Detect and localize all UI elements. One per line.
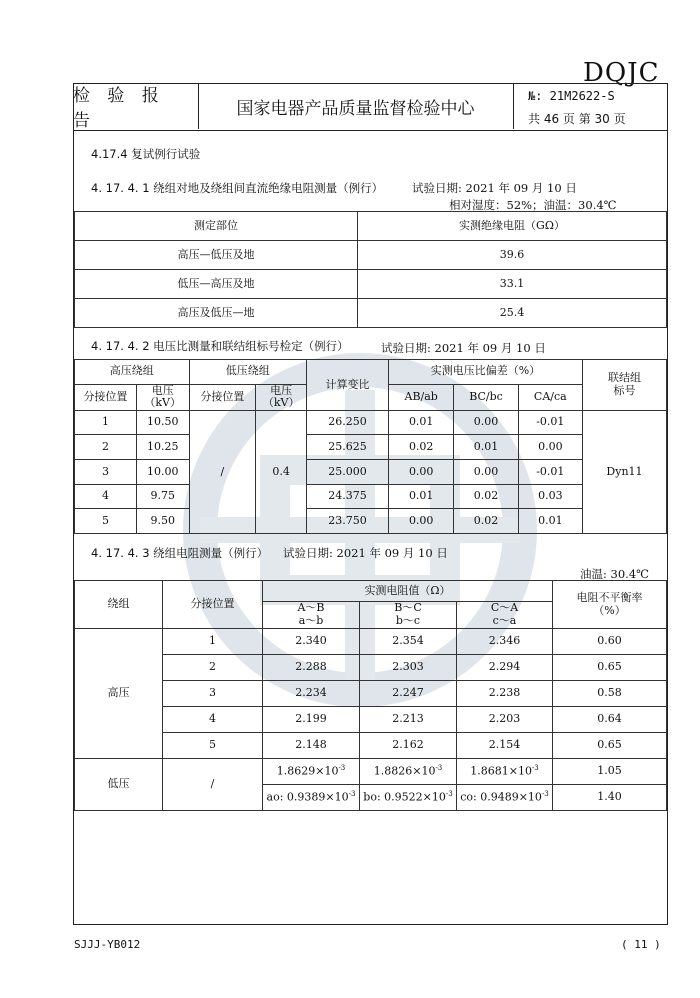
s3-ab: 2.288 [263, 655, 360, 681]
s3-ub: 0.65 [553, 655, 667, 681]
s2-h-lv: 低压绕组 [189, 360, 306, 385]
s3-lv-ca-mantissa: 1.8681×10 [470, 765, 532, 778]
s3-h-pct: （%） [593, 603, 626, 617]
s3-ab: 2.234 [263, 681, 360, 707]
s2-h-kv-label: （kV） [144, 396, 181, 410]
s3-h-bc-2: b～c [395, 614, 421, 627]
s2-h-volt-label: 电压 [270, 383, 293, 397]
s3-tap: 2 [163, 655, 263, 681]
winding-resistance-table [74, 580, 667, 811]
s3-bc: 2.303 [360, 655, 457, 681]
s2-ca: 0.01 [518, 509, 582, 534]
s2-tap: 4 [75, 484, 137, 509]
s2-tap: 1 [75, 410, 137, 435]
s3-h-tap: 分接位置 [163, 581, 263, 629]
s3-oil-temp: 油温: 30.4℃ [580, 567, 649, 581]
s2-bc: 0.01 [454, 435, 518, 460]
s2-bc: 0.02 [454, 509, 518, 534]
table-row [75, 733, 667, 759]
s2-hv: 9.50 [136, 509, 189, 534]
table-row [75, 509, 667, 534]
report-label: 检 验 报 告 [73, 83, 199, 129]
table-row [75, 299, 667, 328]
s1-title: 4. 17. 4. 1 绕组对地及绕组间直流绝缘电阻测量（例行） [91, 181, 384, 195]
s2-ab: 0.01 [389, 484, 454, 509]
table-row [75, 410, 667, 435]
s3-lv-ab-mantissa: 1.8629×10 [276, 765, 339, 778]
table-row [75, 707, 667, 733]
table-row [75, 460, 667, 485]
s2-ratio: 25.625 [307, 435, 389, 460]
s1-value: 33.1 [358, 270, 667, 299]
s3-tap: 4 [163, 707, 263, 733]
s3-exp: -3 [435, 764, 443, 773]
s2-hv: 10.25 [136, 435, 189, 460]
s2-h-tap-lv: 分接位置 [189, 384, 256, 410]
s3-lv-ao [263, 785, 360, 811]
s3-lv-ab [263, 759, 360, 785]
s2-ratio: 23.750 [307, 509, 389, 534]
s3-h-measured: 实测电阻值（Ω） [263, 581, 553, 602]
s2-h-group [582, 360, 666, 411]
s2-tap: 2 [75, 435, 137, 460]
s2-h-ratio: 计算变比 [307, 360, 389, 411]
table-row [75, 270, 667, 299]
s3-lv-bc-mantissa: 1.8826×10 [373, 765, 436, 778]
s3-h-ab [263, 602, 360, 629]
s3-lv-ub: 1.40 [553, 785, 667, 811]
s3-ab: 2.340 [263, 629, 360, 655]
table-row [75, 681, 667, 707]
s3-h-ab-2: a～b [298, 614, 324, 627]
s3-exp: -3 [531, 764, 539, 773]
s2-h-ab: AB/ab [389, 384, 454, 410]
s2-h-hv: 高压绕组 [75, 360, 190, 385]
s2-h-volt-label: 电压 [151, 383, 174, 397]
s2-ca: 0.03 [518, 484, 582, 509]
s2-bc: 0.02 [454, 484, 518, 509]
s2-ratio: 26.250 [307, 410, 389, 435]
s3-bc: 2.162 [360, 733, 457, 759]
s3-lv-co-mantissa: co: 0.9489×10 [460, 791, 542, 804]
s2-h-volt-hv [136, 384, 189, 410]
s3-ca: 2.238 [457, 681, 553, 707]
s2-h-bc: BC/bc [454, 384, 518, 410]
s2-tap: 3 [75, 460, 137, 485]
s3-lv-bo [360, 785, 457, 811]
s2-ab: 0.00 [389, 509, 454, 534]
footer-page: ( 11 ) [621, 938, 661, 951]
table-row [75, 435, 667, 460]
s3-h-unbalance [553, 581, 667, 629]
s3-tap: 3 [163, 681, 263, 707]
s3-exp: -3 [348, 790, 356, 799]
s3-lv-bo-mantissa: bo: 0.9522×10 [363, 791, 446, 804]
s1-part: 高压及低压—地 [75, 299, 358, 328]
table-row [75, 759, 667, 785]
s2-ratio: 24.375 [307, 484, 389, 509]
s2-h-kv-label: （kV） [262, 396, 300, 410]
center-name: 国家电器产品质量监督检验中心 [236, 98, 475, 119]
s2-hv: 10.00 [136, 460, 189, 485]
s3-bc: 2.354 [360, 629, 457, 655]
s3-lv-bc [360, 759, 457, 785]
s3-ca: 2.346 [457, 629, 553, 655]
s2-ca: -0.01 [518, 460, 582, 485]
s2-h-group-2: 标号 [613, 383, 636, 397]
s3-ab: 2.148 [263, 733, 360, 759]
s3-exp: -3 [338, 764, 346, 773]
s3-hv-label: 高压 [75, 629, 163, 759]
s3-ub: 0.60 [553, 629, 667, 655]
s3-ub: 0.65 [553, 733, 667, 759]
s2-hv: 10.50 [136, 410, 189, 435]
table-row [75, 484, 667, 509]
table-row [75, 655, 667, 681]
s2-h-volt-lv [256, 384, 307, 410]
s2-lv-tap: / [189, 410, 256, 533]
s3-lv-ub: 1.05 [553, 759, 667, 785]
s2-ca: -0.01 [518, 410, 582, 435]
s2-group: Dyn11 [582, 410, 666, 533]
s3-bc: 2.213 [360, 707, 457, 733]
s2-h-dev: 实测电压比偏差（%） [389, 360, 583, 385]
s3-ca: 2.154 [457, 733, 553, 759]
s1-part: 高压—低压及地 [75, 241, 358, 270]
s3-h-ca-1: C～A [490, 601, 519, 615]
ratio-table [74, 359, 667, 534]
page-count: 共 46 页 第 30 页 [528, 112, 626, 126]
section-title: 4.17.4 复试例行试验 [91, 147, 201, 161]
s3-title: 4. 17. 4. 3 绕组电阻测量（例行） [91, 546, 269, 560]
s3-lv-ca [457, 759, 553, 785]
s3-h-ca-2: c～a [492, 614, 517, 627]
table-row [75, 629, 667, 655]
s2-h-tap-hv: 分接位置 [75, 384, 137, 410]
s3-ub: 0.64 [553, 707, 667, 733]
s3-lv-co [457, 785, 553, 811]
s3-exp: -3 [445, 790, 453, 799]
s3-ub: 0.58 [553, 681, 667, 707]
s3-ca: 2.203 [457, 707, 553, 733]
report-header [73, 83, 668, 131]
report-meta [513, 83, 669, 129]
s3-ab: 2.199 [263, 707, 360, 733]
s3-tap: 5 [163, 733, 263, 759]
s3-date: 试验日期: 2021 年 09 月 10 日 [283, 546, 448, 560]
s3-h-bc-1: B～C [394, 601, 422, 615]
brand-mark: DQJC [583, 58, 660, 88]
s3-h-unbalance-label: 电阻不平衡率 [576, 590, 643, 604]
s3-h-bc [360, 602, 457, 629]
s3-h-ca [457, 602, 553, 629]
s1-conditions: 相对湿度：52%；油温：30.4℃ [449, 198, 617, 212]
s1-value: 39.6 [358, 241, 667, 270]
s3-exp: -3 [541, 790, 549, 799]
s2-ab: 0.00 [389, 460, 454, 485]
s2-lv-voltage: 0.4 [256, 410, 307, 533]
s1-header-value: 实测绝缘电阻（GΩ） [358, 212, 667, 241]
s3-lv-label: 低压 [75, 759, 163, 811]
s2-date: 试验日期: 2021 年 09 月 10 日 [381, 341, 546, 355]
s2-ab: 0.02 [389, 435, 454, 460]
s3-h-winding: 绕组 [75, 581, 163, 629]
s2-hv: 9.75 [136, 484, 189, 509]
s1-date: 试验日期: 2021 年 09 月 10 日 [412, 181, 577, 195]
insulation-table [74, 211, 667, 328]
s2-ratio: 25.000 [307, 460, 389, 485]
footer-code: SJJJ-YB012 [74, 938, 141, 951]
report-number: №: 21M2622-S [528, 89, 615, 103]
s3-bc: 2.247 [360, 681, 457, 707]
s3-h-ab-1: A～B [297, 601, 325, 615]
s2-tap: 5 [75, 509, 137, 534]
s1-value: 25.4 [358, 299, 667, 328]
s3-ca: 2.294 [457, 655, 553, 681]
s2-ab: 0.01 [389, 410, 454, 435]
s2-ca: 0.00 [518, 435, 582, 460]
s2-h-group-1: 联结组 [607, 371, 641, 385]
s2-bc: 0.00 [454, 410, 518, 435]
s2-bc: 0.00 [454, 460, 518, 485]
s1-header-part: 测定部位 [75, 212, 358, 241]
s2-title: 4. 17. 4. 2 电压比测量和联结组标号检定（例行） [91, 339, 349, 353]
table-row [75, 241, 667, 270]
s3-lv-ao-mantissa: ao: 0.9389×10 [266, 791, 349, 804]
s1-part: 低压—高压及地 [75, 270, 358, 299]
s3-tap: 1 [163, 629, 263, 655]
s2-h-ca: CA/ca [518, 384, 582, 410]
s3-lv-tap: / [163, 759, 263, 811]
